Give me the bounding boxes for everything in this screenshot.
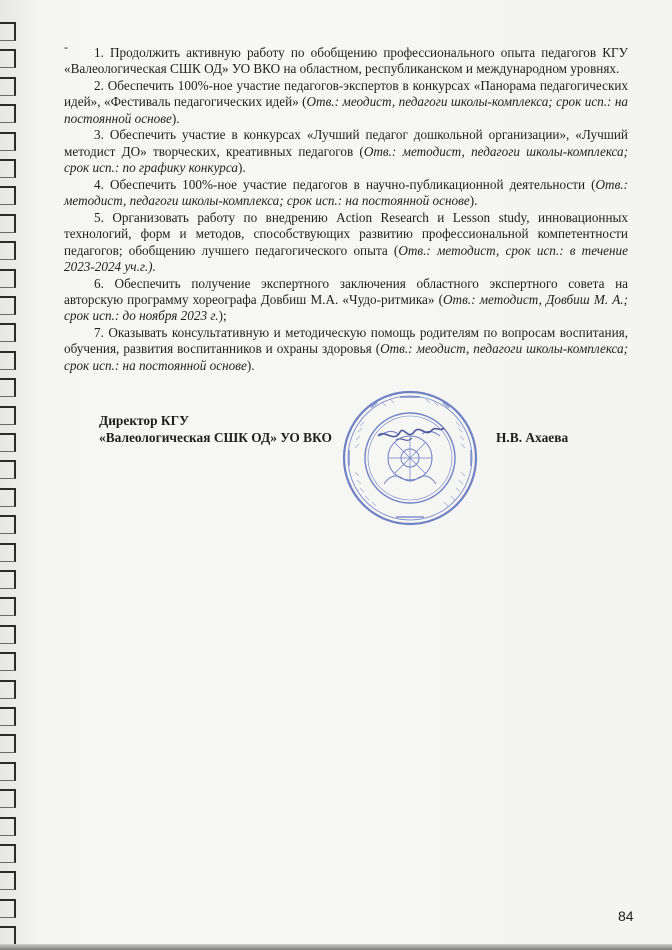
page-shadow-edge: [0, 944, 672, 950]
binding-ring: [0, 269, 16, 288]
binding-ring: [0, 543, 16, 562]
binding-ring: [0, 186, 16, 205]
signatory-name: Н.В. Ахаева: [496, 430, 569, 445]
binding-ring: [0, 488, 16, 507]
binding-ring: [0, 762, 16, 781]
binding-ring: [0, 460, 16, 479]
binding-ring: [0, 899, 16, 918]
list-item-4: 4. Обеспечить 100%-ное участие педагогов в научно-публикационной деятельности (Отв.: методист, педагоги школы-комплекса; срок исп.: на постоянной основе).: [64, 176, 628, 209]
list-item-3: 3. Обеспечить участие в конкурсах «Лучший педагог дошкольной организации», «Лучший методист ДО» творческих, креативных педагогов (Отв.: методист, педагоги школы-комплекса; срок исп.: по графику конкурса).: [64, 127, 628, 176]
binding-ring: [0, 871, 16, 890]
list-item-2: 2. Обеспечить 100%-ное участие педагогов-экспертов в конкурсах «Панорама педагогических идей», «Фестиваль педагогических идей» (Отв.: меодист, педагоги школы-комплекса; срок исп.: на постоянной основе).: [64, 78, 628, 126]
binding-ring: [0, 49, 16, 68]
binding-ring: [0, 323, 16, 342]
binding-ring: [0, 625, 16, 644]
page-number: 84: [618, 908, 634, 924]
binding-ring: [0, 515, 16, 534]
binding-ring: [0, 926, 16, 945]
binding-ring: [0, 844, 16, 863]
binding-ring: [0, 132, 16, 151]
responsible-note: Отв.: методист, педагоги школы-комплекса; срок исп.: на постоянной основе: [64, 176, 628, 209]
binding-ring: [0, 104, 16, 123]
binding-ring: [0, 789, 16, 808]
binding-ring: [0, 296, 16, 315]
responsible-note: Отв.: методист, Довбиш М. А.; срок исп.: до ноября 2023 г.: [64, 291, 628, 324]
binding-ring: [0, 406, 16, 425]
binding-ring: [0, 433, 16, 452]
binding-ring: [0, 734, 16, 753]
binding-ring: [0, 707, 16, 726]
binding-ring: [0, 22, 16, 41]
responsible-note: Отв.: методист, педагоги школы-комплекса; срок исп.: по графику конкурса: [64, 143, 628, 176]
page-dash: -: [64, 40, 68, 54]
binding-ring: [0, 680, 16, 699]
list-item-6: 6. Обеспечить получение экспертного заключения областного экспертного совета на авторскую программу хореографа Довбиш М.А. «Чудо-ритмика» (Отв.: методист, Довбиш М. А.; срок исп.: до ноября 2023 г.);: [64, 275, 628, 324]
document-body: [64, 45, 628, 374]
list-item-5: 5. Организовать работу по внедрению Action Research и Lesson study, инновационных технологий, форм и методов, способствующих развитию профессиональной компетентности педагогов; обобщению лучшего педагогического опыта (Отв.: методист, срок исп.: в течение 2023-2024 уч.г.).: [64, 209, 629, 274]
spiral-binding: [0, 0, 30, 950]
binding-ring: [0, 652, 16, 671]
binding-ring: [0, 77, 16, 96]
binding-ring: [0, 159, 16, 178]
official-seal-icon: [340, 388, 480, 528]
list-item-1: 1. Продолжить активную работу по обобщению профессионального опыта педагогов КГУ «Валеологическая СШК ОД» УО ВКО на областном, республиканском и международном уровнях.: [64, 45, 628, 77]
director-title: Директор КГУ: [99, 413, 189, 428]
binding-ring: [0, 597, 16, 616]
list-item-7: 7. Оказывать консультативную и методическую помощь родителям по вопросам воспитания, обучения, развития воспитанников и охраны здоровья (Отв.: меодист, педагоги школы-комплекса; срок исп.: на постоянной основе).: [64, 325, 628, 373]
binding-ring: [0, 378, 16, 397]
binding-ring: [0, 817, 16, 836]
responsible-note: Отв.: меодист, педагоги школы-комплекса; срок исп.: на постоянной основе: [64, 94, 628, 126]
binding-ring: [0, 241, 16, 260]
organization-name: «Валеологическая СШК ОД» УО ВКО: [99, 430, 332, 445]
binding-ring: [0, 351, 16, 370]
responsible-note: Отв.: меодист, педагоги школы-комплекса; срок исп.: на постоянной основе: [64, 341, 628, 373]
responsible-note: Отв.: методист, срок исп.: в течение 2023-2024 уч.г.).: [64, 242, 629, 274]
binding-ring: [0, 214, 16, 233]
binding-ring: [0, 570, 16, 589]
